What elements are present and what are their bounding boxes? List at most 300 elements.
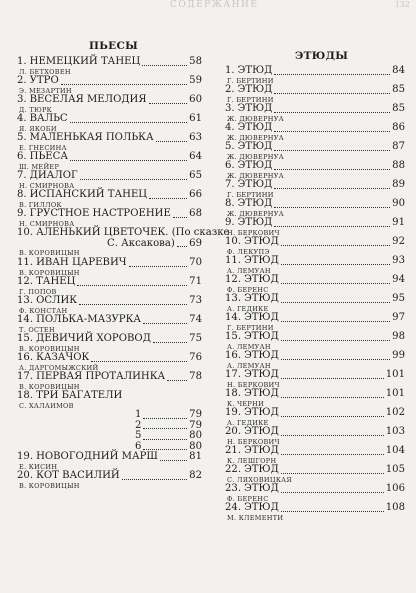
toc-entry-line — [225, 351, 405, 362]
dot-leader — [281, 397, 384, 398]
entry-title: ЭТЮД — [237, 160, 273, 171]
entry-composer: А. ДАРГОМЫЖСКИЙ — [19, 363, 99, 372]
entry-page-number: 87 — [392, 141, 405, 152]
entry-page-number: 78 — [189, 371, 202, 382]
entry-page-number: 97 — [392, 312, 405, 323]
entry-number: 4. — [17, 113, 27, 124]
entry-title: АЛЕНЬКИЙ ЦВЕТОЧЕК. (По сказке — [36, 227, 230, 238]
dot-leader — [274, 169, 390, 170]
toc-entry — [17, 471, 202, 490]
toc-entry-line — [17, 391, 202, 402]
entry-title: ВЕСЕЛАЯ МЕЛОДИЯ — [29, 94, 147, 105]
entry-composer: А. ЛЕМУАН — [227, 361, 271, 370]
toc-entry-line — [225, 484, 405, 495]
toc-entry-line — [17, 315, 202, 326]
entry-title: ЭТЮД — [244, 464, 279, 475]
dot-leader — [143, 418, 187, 419]
dot-leader — [274, 93, 390, 94]
entry-composer: В. КОРОВИЦЫН — [19, 268, 80, 277]
entry-page-number: 66 — [189, 189, 202, 200]
entry-title: ЭТЮД — [244, 369, 279, 380]
entry-title: ЭТЮД — [237, 198, 273, 209]
toc-entry — [17, 391, 202, 410]
entry-title: ПЬЕСА — [29, 151, 68, 162]
dot-leader — [281, 245, 390, 246]
entry-number: 13. — [225, 293, 242, 304]
dot-leader — [177, 246, 187, 247]
entry-composer: Г. БЕРТИНИ — [227, 190, 274, 199]
entry-page-number: 102 — [385, 407, 405, 418]
entry-page-number: 106 — [385, 483, 405, 494]
toc-entry — [225, 446, 405, 465]
toc-entry — [17, 114, 202, 133]
entry-composer: В. КОРОВИЦЫН — [19, 249, 80, 258]
entry-page-number: 104 — [385, 445, 405, 456]
toc-entry — [17, 353, 202, 372]
toc-entry-line — [17, 431, 202, 442]
toc-entry-line — [17, 152, 202, 163]
toc-entry-line — [17, 277, 202, 288]
entry-composer: Ж. ДЮВЕРНУА — [227, 209, 284, 218]
dot-leader — [91, 361, 187, 362]
entry-page-number: 75 — [189, 333, 202, 344]
bleed-through-heading: СОДЕРЖАНИЕ — [170, 0, 259, 10]
toc-entry-line — [225, 427, 405, 438]
entry-page-number: 64 — [189, 151, 202, 162]
entry-title: ЭТЮД — [244, 331, 279, 342]
entry-number: 13. — [17, 295, 34, 306]
entry-composer: Е. КИСИН — [19, 462, 58, 471]
entry-title: ЭТЮД — [244, 274, 279, 285]
entry-title: ЭТЮД — [237, 179, 273, 190]
entry-title: 6 — [135, 440, 142, 452]
toc-entry-line — [225, 389, 405, 400]
entry-title: ПЕРВАЯ ПРОТАЛИНКА — [36, 371, 166, 382]
entry-composer: Н. СМИРНОВА — [19, 181, 75, 190]
toc-entry — [225, 351, 405, 370]
entry-title: КАЗАЧОК — [36, 352, 90, 363]
toc-entry — [225, 332, 405, 351]
entry-page-number: 76 — [189, 352, 202, 363]
entry-number: 9. — [225, 217, 235, 228]
entry-composer: Н. БЕРКОВИЧ — [227, 380, 280, 389]
entry-composer: Т. ОСТЕН — [19, 325, 55, 334]
entry-number: 1. — [225, 65, 235, 76]
entry-title: ТАНЕЦ — [36, 276, 76, 287]
entry-number: 8. — [17, 189, 27, 200]
entry-page-number: 108 — [385, 502, 405, 513]
toc-entry — [17, 431, 202, 442]
entry-page-number: 79 — [189, 419, 202, 431]
dot-leader — [167, 380, 187, 381]
entry-composer: А. ГЕДИКЕ — [227, 418, 269, 427]
toc-entry — [17, 277, 202, 296]
toc-entry-line — [17, 452, 202, 463]
dot-leader — [70, 122, 187, 123]
toc-entry-line — [17, 171, 202, 182]
dot-leader — [160, 460, 187, 461]
toc-entry-line — [17, 57, 202, 68]
entry-number: 23. — [225, 483, 242, 494]
toc-entry — [225, 85, 405, 104]
toc-entry-line — [17, 334, 202, 345]
entry-page-number: 91 — [392, 217, 405, 228]
toc-entry-line — [225, 446, 405, 457]
entry-page-number: 94 — [392, 274, 405, 285]
entry-number: 6. — [17, 151, 27, 162]
entry-page-number: 71 — [189, 276, 202, 287]
entry-number: 8. — [225, 198, 235, 209]
toc-entry — [225, 180, 405, 199]
entry-page-number: 89 — [392, 179, 405, 190]
toc-entry-line — [225, 370, 405, 381]
entry-page-number: 81 — [189, 451, 202, 462]
entry-composer: Ж. ДЮВЕРНУА — [227, 152, 284, 161]
entry-page-number: 68 — [189, 208, 202, 219]
toc-entry — [17, 152, 202, 171]
toc-entry-line — [17, 410, 202, 421]
entry-page-number: 95 — [392, 293, 405, 304]
entry-title: ГРУСТНОЕ НАСТРОЕНИЕ — [29, 208, 171, 219]
toc-entry — [225, 123, 405, 142]
toc-entry-line — [17, 421, 202, 432]
dot-leader — [143, 439, 187, 440]
entry-page-number: 93 — [392, 255, 405, 266]
entry-composer: Г. БЕРТИНИ — [227, 76, 274, 85]
entry-title: ЭТЮД — [237, 65, 273, 76]
entry-title: ЭТЮД — [237, 217, 273, 228]
entry-page-number: 63 — [189, 132, 202, 143]
entry-number: 24. — [225, 502, 242, 513]
entry-composer: Э. МЕЗАРТИН — [19, 86, 72, 95]
dot-leader — [143, 428, 187, 429]
entry-page-number: 101 — [385, 369, 405, 380]
entry-page-number: 60 — [189, 94, 202, 105]
entry-page-number: 85 — [392, 103, 405, 114]
dot-leader — [80, 179, 187, 180]
entry-number: 2. — [17, 75, 27, 86]
bleed-through-page-number: 132 — [394, 0, 410, 9]
entry-page-number: 73 — [189, 295, 202, 306]
entry-page-number: 61 — [189, 113, 202, 124]
dot-leader — [281, 283, 390, 284]
entry-title: ИСПАНСКИЙ ТАНЕЦ — [29, 189, 148, 200]
toc-entry-line — [17, 95, 202, 106]
entry-composer: Н. БЕРКОВИЧ — [227, 437, 280, 446]
toc-entry — [225, 370, 405, 389]
dot-leader — [281, 340, 390, 341]
toc-entry — [17, 57, 202, 76]
toc-entry-line — [225, 161, 405, 172]
toc-entry — [17, 133, 202, 152]
entry-title: НЕМЕЦКИЙ ТАНЕЦ — [29, 56, 141, 67]
entry-page-number: 59 — [189, 75, 202, 86]
toc-entry-line — [17, 471, 202, 482]
toc-entry — [17, 421, 202, 432]
entry-composer: Я. ЯКОБИ — [19, 124, 57, 133]
entry-title: ЭТЮД — [244, 293, 279, 304]
entry-page-number: 82 — [189, 470, 202, 481]
etudes-list — [225, 66, 405, 522]
entry-number: 20. — [225, 426, 242, 437]
entry-title: ЭТЮД — [244, 407, 279, 418]
toc-entry-line — [17, 190, 202, 201]
entry-composer: Ж. ДЮВЕРНУА — [227, 114, 284, 123]
toc-entry-line — [17, 353, 202, 364]
entry-composer: Ф. ЛЕКУПЭ — [227, 247, 270, 256]
entry-page-number: 69 — [189, 237, 202, 249]
toc-entry — [225, 294, 405, 313]
entry-composer: Н. СМИРНОВА — [19, 219, 75, 228]
toc-entry — [17, 452, 202, 471]
toc-entry-line — [225, 408, 405, 419]
toc-entry-line — [17, 114, 202, 125]
toc-entry-line — [225, 85, 405, 96]
toc-entry — [225, 161, 405, 180]
entry-composer: Ж. ДЮВЕРНУА — [227, 133, 284, 142]
toc-entry — [17, 171, 202, 190]
dot-leader — [156, 141, 188, 142]
entry-number: 9. — [17, 208, 27, 219]
toc-entry — [225, 408, 405, 427]
dot-leader — [149, 103, 188, 104]
toc-entry — [225, 427, 405, 446]
entry-title: ВАЛЬС — [29, 113, 68, 124]
dot-leader — [281, 492, 384, 493]
dot-leader — [274, 74, 390, 75]
entry-number: 3. — [17, 94, 27, 105]
entry-page-number: 90 — [392, 198, 405, 209]
toc-entry — [225, 275, 405, 294]
pieces-list — [17, 56, 230, 490]
entry-composer: А. ЛЕМУАН — [227, 266, 271, 275]
entry-number: 18. — [225, 388, 242, 399]
entry-page-number: 84 — [392, 65, 405, 76]
entry-composer: А. ГЕДИКЕ — [227, 304, 269, 313]
entry-composer: Ж. ДЮВЕРНУА — [227, 171, 284, 180]
entry-title: ПОЛЬКА-МАЗУРКА — [36, 314, 142, 325]
entry-composer: В. КОРОВИЦЫН — [19, 344, 80, 353]
entry-composer: С. ХАЛАИМОВ — [19, 401, 74, 410]
entry-number: 3. — [225, 103, 235, 114]
entry-composer: К. ЛЕШГОРН — [227, 456, 277, 465]
entry-number: 10. — [17, 227, 34, 238]
entry-number: 5. — [225, 141, 235, 152]
entry-composer: Д. ТЮРК — [19, 105, 53, 114]
entry-composer: Н. БЕРКОВИЧ — [227, 228, 280, 237]
toc-entry — [17, 372, 202, 391]
dot-leader — [143, 323, 187, 324]
dot-leader — [281, 435, 384, 436]
section-title-pieces: ПЬЕСЫ — [89, 40, 139, 52]
toc-entry — [17, 296, 202, 315]
toc-entry-line — [225, 503, 405, 514]
toc-entry — [225, 503, 405, 522]
dot-leader — [173, 217, 187, 218]
entry-number: 12. — [17, 276, 34, 287]
entry-title: МАЛЕНЬКАЯ ПОЛЬКА — [29, 132, 154, 143]
dot-leader — [274, 150, 390, 151]
entry-number: 5. — [17, 132, 27, 143]
toc-entry-line — [225, 332, 405, 343]
dot-leader — [153, 342, 187, 343]
toc-entry-line — [225, 294, 405, 305]
toc-entry-line — [225, 313, 405, 324]
toc-entry — [225, 465, 405, 484]
toc-entry — [17, 76, 202, 95]
entry-page-number: 74 — [189, 314, 202, 325]
entry-number: 18. — [17, 390, 34, 401]
toc-entry-line — [225, 142, 405, 153]
entry-title: ЭТЮД — [244, 236, 279, 247]
toc-entry-line — [225, 180, 405, 191]
toc-entry — [225, 313, 405, 332]
entry-composer: В. КОРОВИЦЫН — [19, 481, 80, 490]
dot-leader — [274, 226, 390, 227]
toc-entry-line — [17, 76, 202, 87]
entry-number: 7. — [17, 170, 27, 181]
entry-composer: В. ГИЛЛОК — [19, 200, 62, 209]
entry-title: ЭТЮД — [244, 445, 279, 456]
toc-entry — [225, 237, 405, 256]
entry-title: 1 — [135, 409, 142, 420]
entry-page-number: 103 — [385, 426, 405, 437]
entry-title: ЭТЮД — [244, 350, 279, 361]
toc-entry-line — [17, 209, 202, 220]
entry-composer: Ш. МЕЙЕР — [19, 162, 60, 171]
entry-composer: Г. ПОПОВ — [19, 287, 57, 296]
toc-entry-line — [225, 218, 405, 229]
entry-page-number: 58 — [189, 56, 202, 67]
entry-title: ЭТЮД — [244, 255, 279, 266]
entry-composer: Г. БЕРТИНИ — [227, 323, 274, 332]
entry-composer: К. ЧЕРНИ — [227, 399, 265, 408]
toc-entry — [17, 209, 202, 228]
entry-title: ЭТЮД — [237, 122, 273, 133]
toc-entry — [225, 484, 405, 503]
toc-entry — [17, 190, 202, 209]
toc-entry-line — [225, 256, 405, 267]
toc-entry-continuation — [17, 239, 202, 250]
entry-page-number: 92 — [392, 236, 405, 247]
toc-entry-line — [17, 227, 230, 239]
entry-composer: Л. БЕТХОВЕН — [19, 67, 71, 76]
entry-number: 17. — [17, 371, 34, 382]
toc-entry-line — [17, 258, 202, 269]
toc-entry — [225, 199, 405, 218]
entry-title: ЭТЮД — [244, 502, 279, 513]
entry-page-number: 80 — [189, 430, 202, 441]
entry-title: ЭТЮД — [244, 483, 279, 494]
entry-composer: А. ЛЕМУАН — [227, 342, 271, 351]
toc-entry — [17, 227, 230, 258]
toc-entry — [17, 315, 202, 334]
entry-page-number: 86 — [392, 122, 405, 133]
entry-title: ИВАН ЦАРЕВИЧ — [36, 257, 127, 268]
toc-entry-line — [225, 237, 405, 248]
toc-entry-line — [17, 296, 202, 307]
section-title-etudes: ЭТЮДЫ — [295, 50, 349, 62]
toc-entry — [17, 258, 202, 277]
toc-entry — [225, 66, 405, 85]
entry-number: 6. — [225, 160, 235, 171]
entry-title: 2 — [135, 419, 142, 431]
entry-number: 17. — [225, 369, 242, 380]
entry-title-continuation: С. Аксакова) — [107, 237, 175, 249]
entry-number: 19. — [225, 407, 242, 418]
entry-title: ЭТЮД — [244, 388, 279, 399]
entry-page-number: 98 — [392, 331, 405, 342]
dot-leader — [281, 321, 390, 322]
entry-page-number: 65 — [189, 170, 202, 181]
toc-entry-line — [225, 465, 405, 476]
entry-title: ЭТЮД — [237, 103, 273, 114]
entry-title: УТРО — [29, 75, 59, 86]
dot-leader — [122, 479, 187, 480]
entry-title: ЭТЮД — [244, 312, 279, 323]
entry-number: 14. — [225, 312, 242, 323]
dot-leader — [274, 188, 390, 189]
entry-number: 16. — [17, 352, 34, 363]
dot-leader — [61, 84, 187, 85]
entry-number: 11. — [17, 257, 34, 268]
dot-leader — [281, 302, 390, 303]
toc-entry — [17, 334, 202, 353]
entry-number: 15. — [17, 333, 34, 344]
entry-page-number: 70 — [189, 257, 202, 268]
dot-leader — [149, 198, 187, 199]
entry-number: 10. — [225, 236, 242, 247]
dot-leader — [77, 285, 187, 286]
dot-leader — [70, 160, 187, 161]
entry-number: 14. — [17, 314, 34, 325]
entry-composer: М. КЛЕМЕНТИ — [227, 513, 284, 522]
toc-entry-line — [225, 66, 405, 77]
entry-composer: В. КОРОВИЦЫН — [19, 382, 80, 391]
entry-composer: Г. БЕРТИНИ — [227, 95, 274, 104]
entry-page-number: 105 — [385, 464, 405, 475]
dot-leader — [281, 378, 384, 379]
entry-page-number: 99 — [392, 350, 405, 361]
entry-title: ЭТЮД — [237, 84, 273, 95]
dot-leader — [129, 266, 188, 267]
entry-composer: Ф. БЕРЕНС — [227, 494, 269, 503]
entry-number: 12. — [225, 274, 242, 285]
entry-number: 15. — [225, 331, 242, 342]
entry-title: ДЕВИЧИЙ ХОРОВОД — [36, 333, 151, 344]
entry-title: ЭТЮД — [244, 426, 279, 437]
dot-leader — [281, 264, 390, 265]
entry-page-number: 101 — [385, 388, 405, 399]
toc-entry — [225, 389, 405, 408]
dot-leader — [274, 131, 390, 132]
dot-leader — [281, 416, 384, 417]
entry-number: 4. — [225, 122, 235, 133]
entry-title: НОВОГОДНИЙ МАРШ — [36, 451, 158, 462]
dot-leader — [281, 511, 384, 512]
toc-entry-line — [225, 275, 405, 286]
dot-leader — [142, 65, 187, 66]
entry-title: ТРИ БАГАТЕЛИ — [36, 390, 123, 401]
toc-entry-line — [17, 133, 202, 144]
toc-entry — [225, 218, 405, 237]
toc-entry-line — [225, 123, 405, 134]
entry-number: 22. — [225, 464, 242, 475]
entry-title: ОСЛИК — [36, 295, 78, 306]
toc-entry — [225, 104, 405, 123]
entry-title: ДИАЛОГ — [29, 170, 78, 181]
entry-number: 2. — [225, 84, 235, 95]
